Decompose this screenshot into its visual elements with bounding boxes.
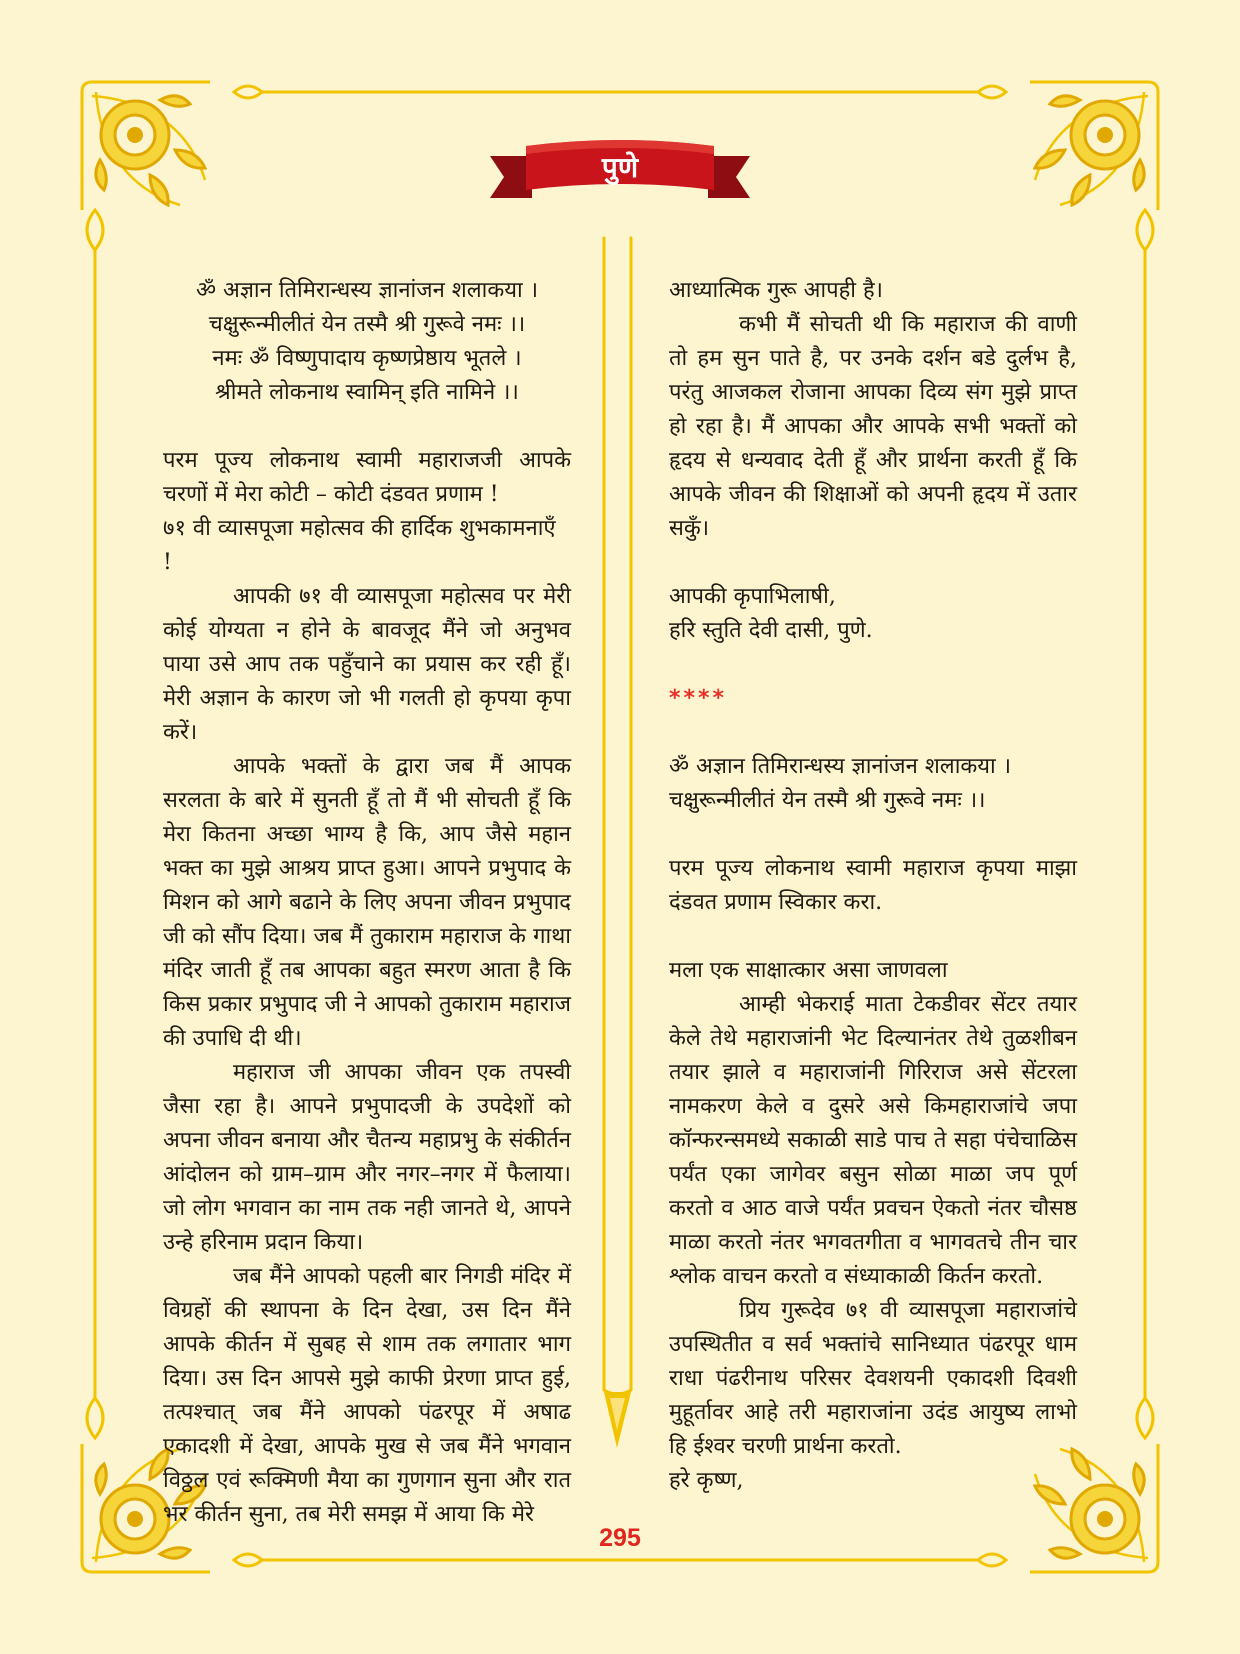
signoff: आपकी कृपाभिलाषी,: [669, 584, 836, 609]
paragraph: जब मैंने आपको पहली बार निगडी मंदिर में विग्रहों की स्थापना के दिन देखा, उस दिन मैंने आपके कीर्तन में सुबह से शाम तक लगातार भाग दिया। उस दिन आपसे मुझे काफी प्रेरणा प्राप्त हुई, तत्पश्चात् जब मैंने आपको पंढरपूर में अषाढ एकादशी में देखा, आपके मुख से जब मैंने भगवान विठ्ठल एवं रूक्मिणी मैया का गुणगान सुना और रात भर कीर्तन सुना, तब मेरी समझ में आया कि मेरे: [163, 1264, 571, 1527]
closing: हरे कृष्ण,: [669, 1468, 744, 1493]
wishes: ७१ वी व्यासपूजा महोत्सव की हार्दिक शुभकामनाएँ !: [163, 516, 556, 575]
paragraph: महाराज जी आपका जीवन एक तपस्वी जैसा रहा है। आपने प्रभुपादजी के उपदेशों को अपना जीवन बनाया और चैतन्य महाप्रभु के संकीर्तन आंदोलन को ग्राम–ग्राम और नगर–नगर में फैलाया। जो लोग भगवान का नाम तक नही जानते थे, आपने उन्हे हरिनाम प्रदान किया।: [163, 1060, 571, 1255]
verse-line: चक्षुरून्मीलीतं येन तस्मै श्री गुरूवे नमः ।।: [669, 788, 986, 813]
separator-stars: ****: [669, 686, 728, 711]
paragraph: आम्ही भेकराई माता टेकडीवर सेंटर तयार केले तेथे महाराजांनी भेट दिल्यानंतर तेथे तुळशीबन तयार झाले व महाराजांनी गिरिराज असे सेंटरला नामकरण केले व दुसरे असे किमहाराजांचे जपा कॉन्फरन्समध्ये सकाळी साडे पाच ते सहा पंचेचाळिस पर्यंत एका जागेवर बसुन सोळा माळा जप पूर्ण करतो व आठ वाजे पर्यंत प्रवचन ऐकतो नंतर चौसष्ठ माळा करतो नंतर भगवतगीता व भागवतचे तीन चार श्लोक वाचन करतो व संध्याकाळी किर्तन करतो.: [669, 992, 1077, 1289]
title-banner: [490, 138, 750, 206]
page-number: 295: [599, 1524, 641, 1552]
greeting: परम पूज्य लोकनाथ स्वामी महाराज कृपया माझा दंडवत प्रणाम स्विकार करा.: [669, 856, 1077, 915]
paragraph: आपकी ७१ वी व्यासपूजा महोत्सव पर मेरी कोई योग्यता न होने के बावजूद मैंने जो अनुभव पाया उसे आप तक पहुँचाने का प्रयास कर रही हूँ। मेरी अज्ञान के कारण जो भी गलती हो कृपया कृपा करें।: [163, 584, 571, 745]
page-title: पुणे: [601, 151, 639, 184]
continuation-line: आध्यात्मिक गुरू आपही है।: [669, 278, 883, 303]
section-heading: मला एक साक्षात्कार असा जाणवला: [669, 958, 948, 983]
signature: हरि स्तुति देवी दासी, पुणे.: [669, 618, 873, 643]
verse-line: चक्षुरून्मीलीतं येन तस्मै श्री गुरूवे नमः ।।: [208, 312, 526, 337]
verse-line: ॐ अज्ञान तिमिरान्धस्य ज्ञानांजन शलाकया ।: [195, 278, 539, 303]
paragraph: आपके भक्तों के द्वारा जब मैं आपक सरलता के बारे में सुनती हूँ तो मैं भी सोचती हूँ कि मेरा कितना अच्छा भाग्य है कि, आप जैसे महान भक्त का मुझे आश्रय प्राप्त हुआ। आपने प्रभुपाद के मिशन को आगे बढाने के लिए अपना जीवन प्रभुपाद जी को सौंप दिया। जब मैं तुकाराम महाराज के गाथा मंदिर जाती हूँ तब आपका बहुत स्मरण आता है कि किस प्रकार प्रभुपाद जी ने आपको तुकाराम महाराज की उपाधि दी थी।: [163, 754, 571, 1051]
verse-line: नमः ॐ विष्णुपादाय कृष्णप्रेष्ठाय भूतले ।: [212, 346, 522, 371]
right-column: [669, 274, 1077, 1498]
paragraph: कभी मैं सोचती थी कि महाराज की वाणी तो हम सुन पाते है, पर उनके दर्शन बडे दुर्लभ है, परंतु आजकल रोजाना आपका दिव्य संग मुझे प्राप्त हो रहा है। मैं आपका और आपके सभी भक्तों को हृदय से धन्यवाद देती हूँ और प्रार्थना करती हूँ कि आपके जीवन की शिक्षाओं को अपनी हृदय में उतार सकुँ।: [669, 312, 1077, 541]
verse-line: ॐ अज्ञान तिमिरान्धस्य ज्ञानांजन शलाकया ।: [669, 754, 1012, 779]
greeting: परम पूज्य लोकनाथ स्वामी महाराजजी आपके चरणों में मेरा कोटी – कोटी दंडवत प्रणाम !: [163, 448, 571, 507]
left-column: [163, 274, 571, 1532]
verse-line: श्रीमते लोकनाथ स्वामिन् इति नामिने ।।: [215, 380, 519, 405]
paragraph: प्रिय गुरूदेव ७१ वी व्यासपूजा महाराजांचे उपस्थितीत व सर्व भक्तांचे सानिध्यात पंढरपूर धाम राधा पंढरीनाथ परिसर देवशयनी एकादशी दिवशी मुहूर्तावर आहे तरी महाराजांना उदंड आयुष्य लाभो हि ईश्वर चरणी प्रार्थना करतो.: [669, 1298, 1077, 1459]
